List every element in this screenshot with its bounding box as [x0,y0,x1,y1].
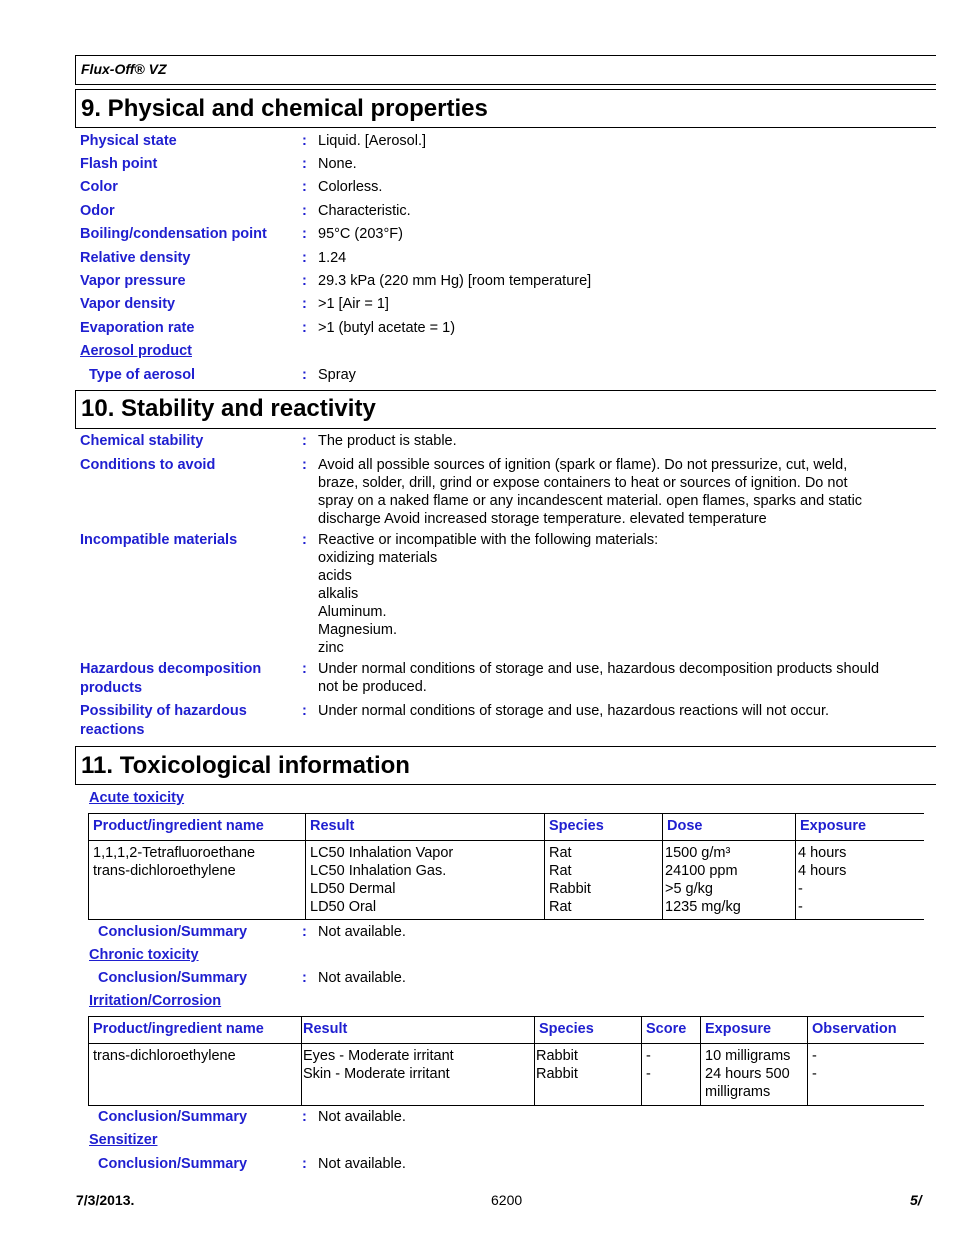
column-header: Product/ingredient name [89,1017,302,1044]
property-value: >1 [Air = 1] [318,296,389,312]
table-cell: Rat Rat Rabbit Rat [545,841,663,920]
table-cell: Rabbit Rabbit [535,1044,642,1106]
sensitizer-link[interactable]: Sensitizer [89,1132,158,1148]
conclusion-summary-label: Conclusion/Summary [98,1109,248,1125]
table-cell: 4 hours 4 hours - - [796,841,925,920]
conclusion-summary-label: Conclusion/Summary [98,970,248,986]
footer-date: 7/3/2013. [76,1192,135,1208]
chemical-stability-label: Chemical stability [80,433,204,449]
hazardous-decomposition-label: Hazardous decomposition products [80,661,262,696]
irritation-corrosion-link[interactable]: Irritation/Corrosion [89,993,222,1009]
colon: : [302,320,307,336]
property-label: Vapor pressure [80,273,186,289]
property-label: Evaporation rate [80,320,195,336]
property-label: Relative density [80,250,191,266]
colon: : [302,156,307,172]
product-header [75,55,936,85]
property-label: Boiling/condensation point [80,226,267,242]
colon: : [302,661,307,677]
colon: : [302,924,307,940]
table-cell: - - [808,1044,925,1106]
property-value: 1.24 [318,250,347,266]
section-title: 11. Toxicological information [81,752,410,779]
type-of-aerosol-value: Spray [318,367,356,383]
conclusion-summary-value: Not available. [318,1156,406,1172]
column-header: Exposure [701,1017,808,1044]
colon: : [302,970,307,986]
table-row [89,1044,925,1106]
colon: : [302,203,307,219]
column-header: Observation [808,1017,925,1044]
table-row [89,841,925,920]
property-value: 95°C (203°F) [318,226,403,242]
table-cell: 1500 g/m³ 24100 ppm >5 g/kg 1235 mg/kg [663,841,796,920]
column-header: Species [545,814,663,841]
type-of-aerosol-label: Type of aerosol [89,367,196,383]
incompatible-materials-value: Reactive or incompatible with the following materials: oxidizing materials acids alkalis Aluminum. Magnesium. zinc [318,532,659,656]
colon: : [302,133,307,149]
column-header: Score [642,1017,701,1044]
product-name: Flux-Off® VZ [81,61,167,77]
hazardous-reactions-label: Possibility of hazardous reactions [80,703,247,738]
column-header: Dose [663,814,796,841]
table-cell: trans-dichloroethylene [89,1044,302,1106]
table-cell: LC50 Inhalation Vapor LC50 Inhalation Gas. LD50 Dermal LD50 Oral [306,841,545,920]
colon: : [302,226,307,242]
column-header: Exposure [796,814,925,841]
colon: : [302,703,307,719]
aerosol-product-link[interactable]: Aerosol product [80,343,192,359]
irritation-table [88,1016,924,1106]
property-value: Colorless. [318,179,383,195]
chemical-stability-value: The product is stable. [318,433,457,449]
property-label: Flash point [80,156,158,172]
column-header: Result [306,814,545,841]
colon: : [302,457,307,473]
property-value: Liquid. [Aerosol.] [318,133,427,149]
footer-code: 6200 [491,1192,523,1208]
hazardous-reactions-value: Under normal conditions of storage and use, hazardous reactions will not occur. [318,703,830,719]
property-value: 29.3 kPa (220 mm Hg) [room temperature] [318,273,592,289]
column-header: Product/ingredient name [89,814,306,841]
colon: : [302,433,307,449]
section-title: 10. Stability and reactivity [81,395,376,422]
colon: : [302,273,307,289]
colon: : [302,1109,307,1125]
property-label: Color [80,179,118,195]
section-11-header [75,746,936,785]
colon: : [302,1156,307,1172]
conclusion-summary-value: Not available. [318,924,406,940]
property-value: >1 (butyl acetate = 1) [318,320,456,336]
table-cell: 10 milligrams 24 hours 500 milligrams [701,1044,808,1106]
property-label: Physical state [80,133,177,149]
acute-toxicity-link[interactable]: Acute toxicity [89,790,185,806]
property-label: Odor [80,203,115,219]
conclusion-summary-label: Conclusion/Summary [98,924,248,940]
acute-toxicity-table [88,813,924,920]
footer-page: 5/ [910,1192,922,1208]
column-header: Species [535,1017,642,1044]
property-value: None. [318,156,357,172]
property-label: Vapor density [80,296,176,312]
property-value: Characteristic. [318,203,411,219]
colon: : [302,179,307,195]
conditions-to-avoid-label: Conditions to avoid [80,457,216,473]
incompatible-materials-label: Incompatible materials [80,532,238,548]
table-cell: Eyes - Moderate irritant Skin - Moderate irritant [302,1044,535,1106]
table-header-row [89,1017,925,1044]
conclusion-summary-value: Not available. [318,1109,406,1125]
conclusion-summary-value: Not available. [318,970,406,986]
hazardous-decomposition-value: Under normal conditions of storage and use, hazardous decomposition products should not be produced. [318,661,880,695]
colon: : [302,367,307,383]
colon: : [302,296,307,312]
column-header: Result [302,1017,535,1044]
conclusion-summary-label: Conclusion/Summary [98,1156,248,1172]
section-10-header [75,390,936,429]
colon: : [302,532,307,548]
conditions-to-avoid-value: Avoid all possible sources of ignition (spark or flame). Do not pressurize, cut, weld, braze, solder, drill, grind or expose containers to heat or sources of ignition. Do not spray on a naked flame or any incandescent material. open flames, sparks and static discharge Avoid increased storage temperature. elevated temperature [318,457,863,527]
table-header-row [89,814,925,841]
section-title: 9. Physical and chemical properties [81,95,488,122]
table-cell: 1,1,1,2-Tetrafluoroethane trans-dichloroethylene [89,841,306,920]
colon: : [302,250,307,266]
chronic-toxicity-link[interactable]: Chronic toxicity [89,947,199,963]
section-9-header [75,89,936,128]
table-cell: - - [642,1044,701,1106]
